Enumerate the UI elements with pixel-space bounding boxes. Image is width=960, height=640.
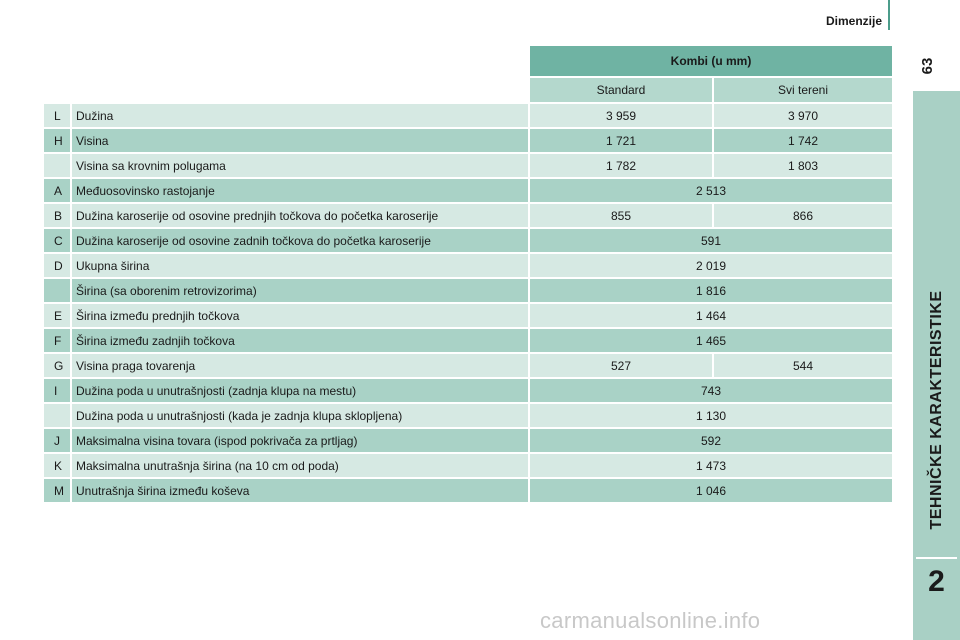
table-row — [44, 254, 892, 277]
row-value: 592 — [530, 429, 892, 452]
table-group-header-row — [44, 46, 892, 76]
table-row — [44, 129, 892, 152]
row-value-svi-tereni: 1 803 — [714, 154, 892, 177]
table-row — [44, 204, 892, 227]
row-value: 2 513 — [530, 179, 892, 202]
header-divider — [888, 0, 890, 30]
row-description: Dužina poda u unutrašnjosti (zadnja klupa na mestu) — [72, 379, 528, 402]
row-value: 743 — [530, 379, 892, 402]
row-value: 1 473 — [530, 454, 892, 477]
row-value: 591 — [530, 229, 892, 252]
row-code — [44, 154, 70, 177]
row-code: G — [44, 354, 70, 377]
row-description: Visina — [72, 129, 528, 152]
chapter-number: 2 — [928, 565, 945, 598]
row-description: Širina između prednjih točkova — [72, 304, 528, 327]
row-code: F — [44, 329, 70, 352]
row-description: Dužina karoserije od osovine zadnih točkova do početka karoserije — [72, 229, 528, 252]
row-value-svi-tereni: 866 — [714, 204, 892, 227]
row-code: H — [44, 129, 70, 152]
chapter-title: TEHNIČKE KARAKTERISTIKE — [928, 290, 945, 530]
table-column-header-row — [44, 78, 892, 102]
row-value: 1 130 — [530, 404, 892, 427]
row-value-standard: 527 — [530, 354, 712, 377]
table-row — [44, 179, 892, 202]
row-description: Dužina poda u unutrašnjosti (kada je zadnja klupa sklopljena) — [72, 404, 528, 427]
row-code: I — [44, 379, 70, 402]
row-description: Visina praga tovarenja — [72, 354, 528, 377]
table-row — [44, 304, 892, 327]
table-row — [44, 329, 892, 352]
row-code: D — [44, 254, 70, 277]
row-description: Unutrašnja širina između koševa — [72, 479, 528, 502]
row-description: Visina sa krovnim polugama — [72, 154, 528, 177]
row-value: 1 465 — [530, 329, 892, 352]
row-code — [44, 279, 70, 302]
row-value-standard: 3 959 — [530, 104, 712, 127]
row-code: L — [44, 104, 70, 127]
dimensions-table — [44, 46, 892, 504]
page-number: 63 — [919, 57, 936, 75]
row-value: 1 464 — [530, 304, 892, 327]
table-row — [44, 154, 892, 177]
table-row — [44, 454, 892, 477]
row-code: M — [44, 479, 70, 502]
row-code — [44, 404, 70, 427]
table-row — [44, 379, 892, 402]
table-row — [44, 354, 892, 377]
row-value: 1 046 — [530, 479, 892, 502]
row-description: Širina između zadnjih točkova — [72, 329, 528, 352]
row-value-svi-tereni: 544 — [714, 354, 892, 377]
table-row — [44, 229, 892, 252]
row-description: Ukupna širina — [72, 254, 528, 277]
sidebar-divider — [916, 557, 957, 559]
row-value-standard: 1 721 — [530, 129, 712, 152]
column-header-svi-tereni: Svi tereni — [714, 78, 892, 102]
table-row — [44, 404, 892, 427]
row-code: C — [44, 229, 70, 252]
row-description: Maksimalna unutrašnja širina (na 10 cm od poda) — [72, 454, 528, 477]
table-row — [44, 104, 892, 127]
empty-header-cell — [72, 78, 528, 102]
row-value-standard: 855 — [530, 204, 712, 227]
table-body — [44, 104, 892, 502]
row-description: Širina (sa oborenim retrovizorima) — [72, 279, 528, 302]
row-value-svi-tereni: 3 970 — [714, 104, 892, 127]
row-value: 1 816 — [530, 279, 892, 302]
row-value: 2 019 — [530, 254, 892, 277]
row-code: A — [44, 179, 70, 202]
row-code: K — [44, 454, 70, 477]
row-description: Dužina — [72, 104, 528, 127]
row-value-standard: 1 782 — [530, 154, 712, 177]
column-header-standard: Standard — [530, 78, 712, 102]
table-row — [44, 479, 892, 502]
group-header: Kombi (u mm) — [530, 46, 892, 76]
row-code: E — [44, 304, 70, 327]
row-description: Dužina karoserije od osovine prednjih točkova do početka karoserije — [72, 204, 528, 227]
row-code: B — [44, 204, 70, 227]
row-description: Maksimalna visina tovara (ispod pokrivača za prtljag) — [72, 429, 528, 452]
table-row — [44, 279, 892, 302]
row-description: Međuosovinsko rastojanje — [72, 179, 528, 202]
row-value-svi-tereni: 1 742 — [714, 129, 892, 152]
table-row — [44, 429, 892, 452]
section-title: Dimenzije — [825, 14, 882, 28]
empty-header-cell — [44, 78, 70, 102]
watermark: carmanualsonline.info — [540, 608, 761, 633]
row-code: J — [44, 429, 70, 452]
